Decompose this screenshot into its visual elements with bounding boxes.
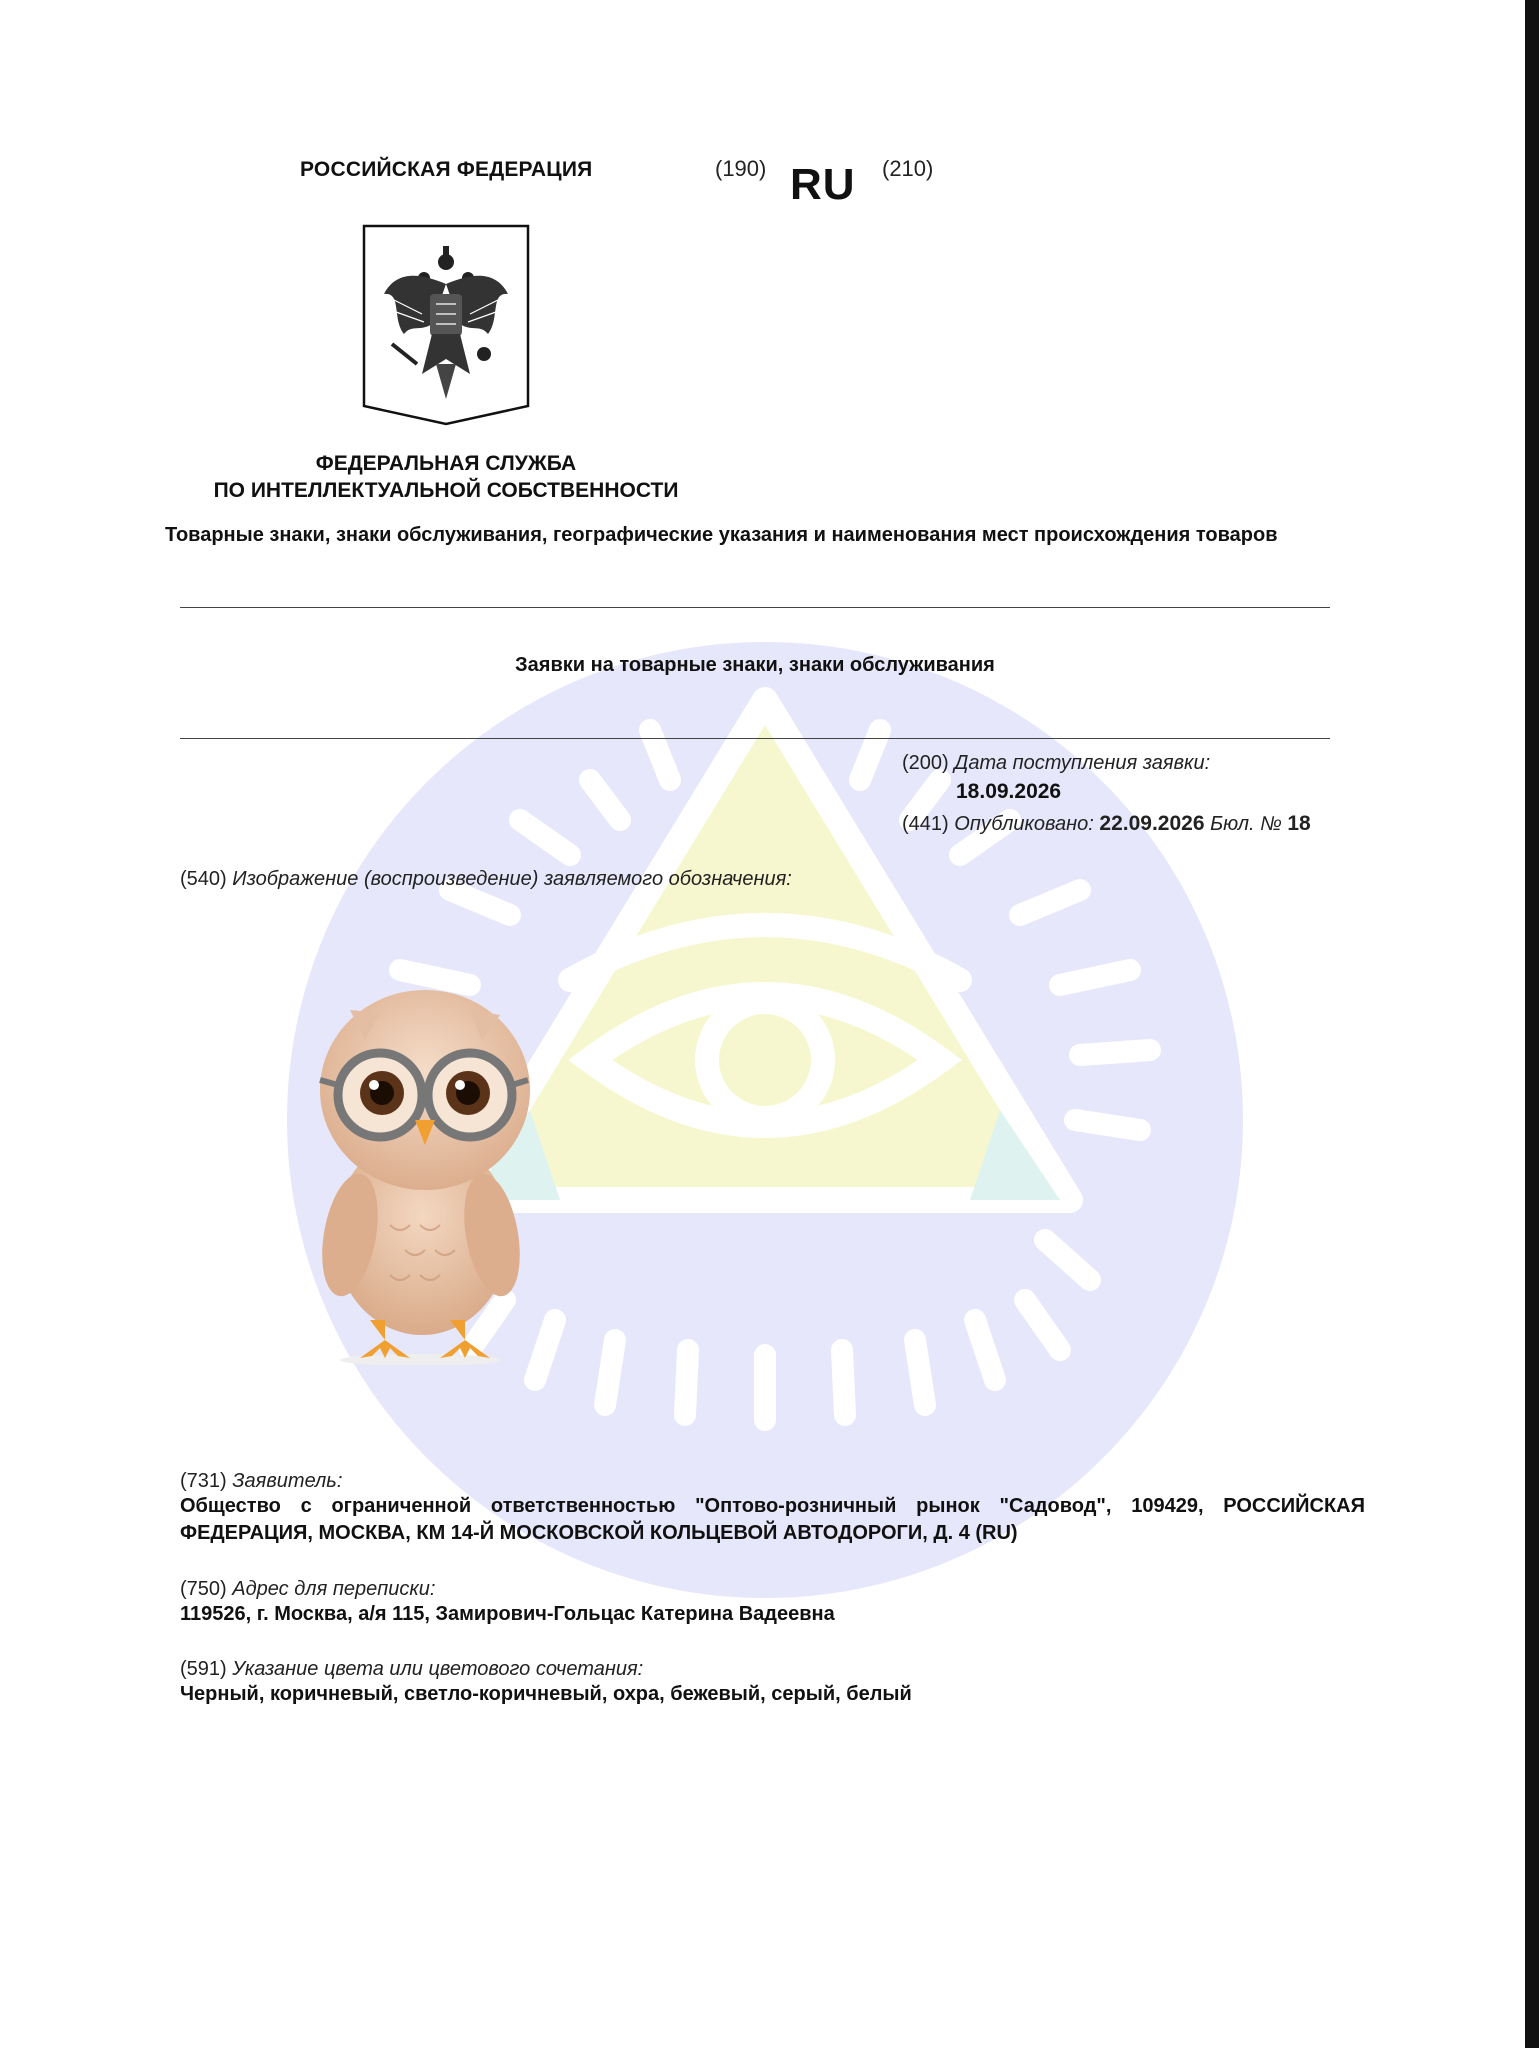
address-label [180, 1578, 1365, 1601]
country-code-ru: RU [790, 160, 856, 209]
colors-code: (591) [180, 1658, 227, 1680]
published-line [902, 812, 1311, 836]
bulletin-label: Бюл. № [1210, 813, 1282, 835]
country-name: РОССИЙСКАЯ ФЕДЕРАЦИЯ [300, 158, 593, 181]
page-edge [1525, 0, 1539, 2048]
filing-date-value: 18.09.2026 [956, 780, 1062, 803]
colors-label-text: Указание цвета или цветового сочетания: [232, 1658, 644, 1680]
mark-label [180, 868, 792, 891]
address-section [180, 1578, 1365, 1628]
agency-line-1: ФЕДЕРАЛЬНАЯ СЛУЖБА [315, 452, 577, 475]
code-210: (210) [882, 156, 934, 181]
address-label-text: Адрес для переписки: [232, 1578, 436, 1600]
code-190: (190) [715, 156, 767, 181]
owl-with-glasses-illustration [310, 985, 550, 1365]
category-title: Товарные знаки, знаки обслуживания, географические указания и наименования мест происхождения товаров [165, 524, 1278, 546]
mark-label-text: Изображение (воспроизведение) заявляемого обозначения: [232, 868, 792, 890]
applicant-label [180, 1470, 1365, 1493]
published-code: (441) [902, 813, 949, 835]
filing-date-label [902, 752, 1210, 775]
russian-coat-of-arms-icon [362, 224, 530, 426]
mark-code: (540) [180, 868, 227, 890]
applicant-label-text: Заявитель: [232, 1470, 343, 1492]
published-label: Опубликовано: [954, 813, 1094, 835]
colors-value: Черный, коричневый, светло-коричневый, охра, бежевый, серый, белый [180, 1683, 912, 1705]
agency-name [196, 450, 696, 504]
address-code: (750) [180, 1578, 227, 1600]
colors-label [180, 1658, 1365, 1681]
divider-top [180, 607, 1330, 608]
colors-section [180, 1658, 1365, 1708]
address-value: 119526, г. Москва, а/я 115, Замирович-Гольцас Катерина Вадеевна [180, 1603, 835, 1625]
applicant-code: (731) [180, 1470, 227, 1492]
published-date: 22.09.2026 [1099, 812, 1205, 835]
section-title: Заявки на товарные знаки, знаки обслуживания [515, 654, 995, 676]
bulletin-number: 18 [1287, 812, 1311, 835]
divider-bottom [180, 738, 1330, 739]
applicant-value: Общество с ограниченной ответственностью "Оптово-розничный рынок "Садовод", 109429, РОССИЙСКАЯ ФЕДЕРАЦИЯ, МОСКВА, КМ 14-Й МОСКОВСКОЙ КОЛЬЦЕВОЙ АВТОДОРОГИ, Д. 4 (RU) [180, 1495, 1365, 1544]
applicant-section [180, 1470, 1365, 1547]
filing-label: Дата поступления заявки: [954, 752, 1211, 774]
agency-line-2: ПО ИНТЕЛЛЕКТУАЛЬНОЙ СОБСТВЕННОСТИ [213, 479, 679, 502]
filing-code: (200) [902, 752, 949, 774]
